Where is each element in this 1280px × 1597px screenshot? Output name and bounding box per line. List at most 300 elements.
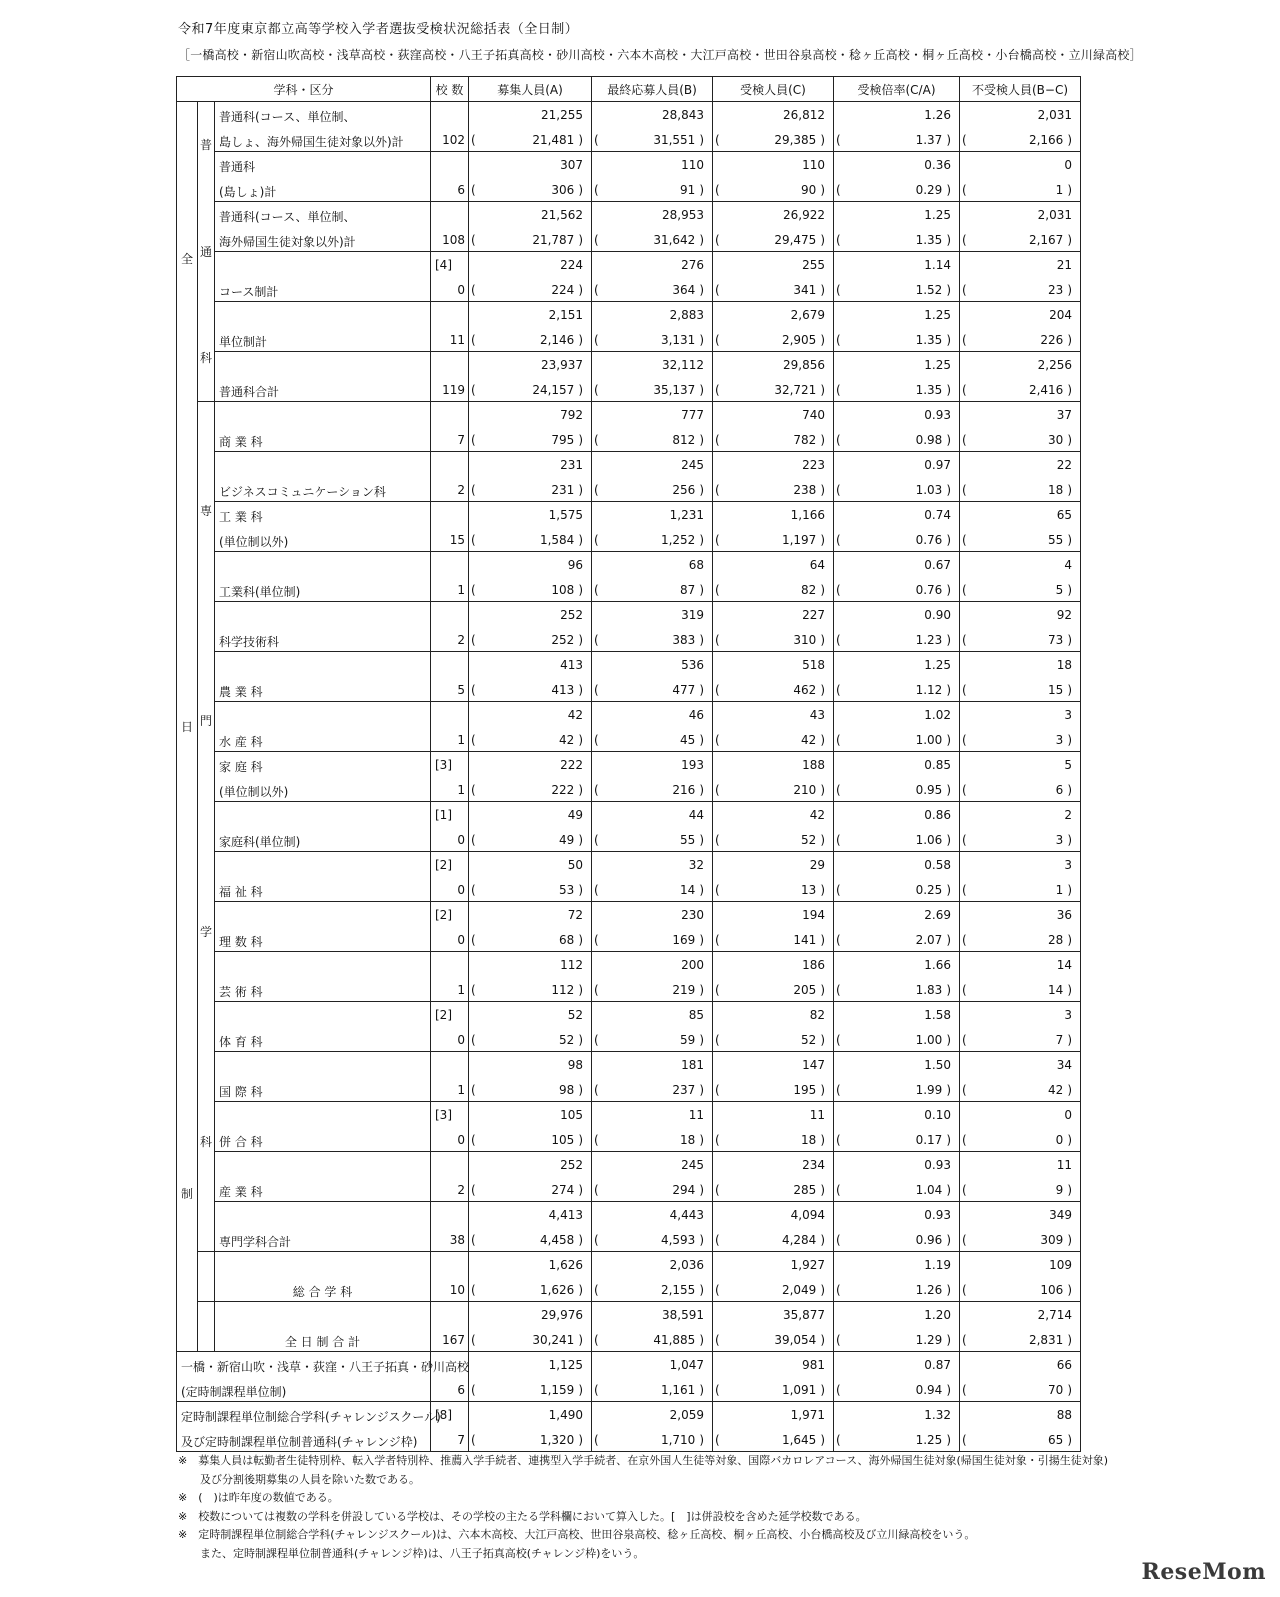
close-paren: ) — [699, 683, 704, 697]
ratio-previous-wrap — [916, 233, 951, 247]
applicants-previous: 1,710 — [660, 1433, 696, 1447]
row-label-line2: 芸 術 科 — [219, 985, 263, 999]
close-paren: ) — [946, 1383, 951, 1397]
close-paren: ) — [578, 983, 583, 997]
school-count: 2 — [457, 483, 465, 497]
close-paren: ) — [820, 383, 825, 397]
examinees-current: 42 — [809, 808, 825, 822]
capacity-previous: 1,159 — [539, 1383, 575, 1397]
absent-previous-wrap — [1040, 1233, 1072, 1247]
examinees-previous-wrap — [793, 633, 825, 647]
ratio-previous: 0.17 — [915, 1133, 943, 1147]
close-paren: ) — [699, 933, 704, 947]
absent-previous-wrap — [1048, 983, 1072, 997]
footnote: ※ 定時制課程単位制総合学科(チャレンジスクール)は、六本木高校、大江戸高校、世田谷泉高校、稔ヶ丘高校、桐ヶ丘高校、小台橋高校及び立川緑高校をいう。 — [178, 1528, 976, 1541]
header-absent: 不受検人員(B−C) — [960, 77, 1081, 102]
close-paren: ) — [699, 883, 704, 897]
capacity-cell — [469, 352, 592, 402]
close-paren: ) — [699, 533, 704, 547]
absent-previous-wrap — [1029, 1333, 1072, 1347]
examinees-current: 26,922 — [783, 208, 825, 222]
open-paren: ( — [594, 983, 599, 997]
absent-current: 3 — [1064, 708, 1072, 722]
absent-previous-wrap — [1040, 1283, 1072, 1297]
open-paren: ( — [471, 133, 476, 147]
examinees-current: 223 — [802, 458, 825, 472]
examinees-current: 188 — [802, 758, 825, 772]
open-paren: ( — [471, 233, 476, 247]
capacity-cell — [469, 102, 592, 152]
ratio-current: 0.97 — [924, 458, 951, 472]
close-paren: ) — [946, 333, 951, 347]
row-label-line1: 普通科(コース、単位制、 — [219, 210, 356, 224]
applicants-previous: 4,593 — [660, 1233, 696, 1247]
capacity-cell — [469, 1252, 592, 1302]
absent-previous-wrap — [1048, 933, 1072, 947]
ratio-previous-wrap — [916, 1383, 951, 1397]
applicants-current: 2,036 — [669, 1258, 704, 1272]
close-paren: ) — [946, 583, 951, 597]
close-paren: ) — [699, 1183, 704, 1197]
side-label-char: 全 — [180, 252, 193, 266]
open-paren: ( — [962, 1233, 967, 1247]
applicants-cell — [592, 852, 713, 902]
examinees-previous: 2,049 — [781, 1283, 817, 1297]
capacity-current: 224 — [560, 258, 583, 272]
close-paren: ) — [1067, 1033, 1072, 1047]
close-paren: ) — [820, 1233, 825, 1247]
row-label-line2: 総 合 学 科 — [292, 1285, 353, 1299]
examinees-previous-wrap — [782, 1233, 825, 1247]
capacity-cell — [469, 952, 592, 1002]
ratio-previous-wrap — [916, 533, 951, 547]
open-paren: ( — [962, 633, 967, 647]
close-paren: ) — [1067, 933, 1072, 947]
open-paren: ( — [471, 883, 476, 897]
ratio-current: 1.58 — [924, 1008, 951, 1022]
school-count: 7 — [457, 1433, 465, 1447]
capacity-current: 1,626 — [548, 1258, 583, 1272]
side-label-zennichisei-text — [177, 102, 197, 1201]
open-paren: ( — [715, 933, 720, 947]
absent-previous-wrap — [1048, 1433, 1072, 1447]
capacity-previous: 42 — [559, 733, 575, 747]
absent-previous: 28 — [1048, 933, 1064, 947]
absent-previous: 0 — [1055, 1133, 1064, 1147]
capacity-previous: 413 — [551, 683, 575, 697]
capacity-previous: 108 — [551, 583, 575, 597]
ratio-cell — [834, 702, 960, 752]
capacity-cell — [469, 852, 592, 902]
capacity-current: 23,937 — [541, 358, 583, 372]
absent-current: 5 — [1064, 758, 1072, 772]
ratio-previous: 1.06 — [915, 833, 943, 847]
capacity-current: 29,976 — [541, 1308, 583, 1322]
close-paren: ) — [578, 733, 583, 747]
close-paren: ) — [1067, 283, 1072, 297]
absent-current: 0 — [1064, 1108, 1072, 1122]
examinees-current: 1,166 — [790, 508, 825, 522]
applicants-previous-wrap — [680, 1133, 704, 1147]
applicants-cell — [592, 152, 713, 202]
summary-table — [176, 76, 1081, 1452]
open-paren: ( — [836, 233, 841, 247]
row-label-line2: (単位制以外) — [219, 785, 289, 799]
applicants-previous-wrap — [680, 583, 704, 597]
row-label-line2: 水 産 科 — [219, 735, 263, 749]
examinees-cell — [713, 852, 834, 902]
close-paren: ) — [578, 583, 583, 597]
capacity-cell — [469, 202, 592, 252]
open-paren: ( — [471, 1283, 476, 1297]
open-paren: ( — [962, 533, 967, 547]
ratio-previous: 1.23 — [915, 633, 943, 647]
ratio-cell — [834, 302, 960, 352]
open-paren: ( — [836, 1383, 841, 1397]
applicants-previous-wrap — [672, 983, 704, 997]
close-paren: ) — [946, 1283, 951, 1297]
row-label — [215, 1052, 431, 1102]
examinees-previous-wrap — [793, 683, 825, 697]
capacity-current: 50 — [567, 858, 583, 872]
capacity-previous: 252 — [551, 633, 575, 647]
footnote: 及び分割後期募集の人員を除いた数である。 — [178, 1472, 420, 1486]
close-paren: ) — [578, 183, 583, 197]
open-paren: ( — [594, 1083, 599, 1097]
ratio-current: 0.90 — [924, 608, 951, 622]
table-row — [177, 902, 1081, 952]
school-count-cell — [431, 402, 469, 452]
applicants-current: 44 — [688, 808, 704, 822]
ratio-current: 0.10 — [924, 1108, 951, 1122]
open-paren: ( — [594, 433, 599, 447]
close-paren: ) — [578, 1433, 583, 1447]
ratio-cell — [834, 552, 960, 602]
table-row — [177, 702, 1081, 752]
header-schools: 校 数 — [431, 77, 469, 102]
blank-cell — [198, 1302, 215, 1352]
ratio-cell — [834, 1202, 960, 1252]
absent-previous: 226 — [1040, 333, 1064, 347]
blank-cell — [198, 1252, 215, 1302]
close-paren: ) — [578, 633, 583, 647]
ratio-previous-wrap — [916, 1183, 951, 1197]
row-label — [215, 1202, 431, 1252]
absent-current: 4 — [1064, 558, 1072, 572]
side-label-zennichisei — [177, 102, 198, 1352]
applicants-cell — [592, 652, 713, 702]
absent-cell — [960, 802, 1081, 852]
open-paren: ( — [594, 283, 599, 297]
open-paren: ( — [962, 1383, 967, 1397]
footnote: また、定時制課程単位制普通科(チャレンジ枠)は、八王子拓真高校(チャレンジ枠)をいう。 — [178, 1546, 645, 1560]
close-paren: ) — [946, 783, 951, 797]
absent-cell — [960, 1302, 1081, 1352]
absent-current: 2,256 — [1037, 358, 1072, 372]
open-paren: ( — [715, 583, 720, 597]
absent-previous-wrap — [1048, 1383, 1072, 1397]
applicants-previous-wrap — [680, 833, 704, 847]
ratio-previous: 0.25 — [915, 883, 943, 897]
examinees-cell — [713, 1052, 834, 1102]
absent-previous-wrap — [1040, 333, 1072, 347]
open-paren: ( — [962, 383, 967, 397]
school-count-cell — [431, 802, 469, 852]
absent-previous: 30 — [1048, 433, 1064, 447]
side-label-senmon — [198, 402, 215, 1252]
footnote: ※ 募集人員は転勤者生徒特別枠、転入学者特別枠、推薦入学手続者、連携型入学手続者、在京外国人生徒等対象、国際バカロレアコース、海外帰国生徒対象(帰国生徒対象・引揚生徒対象) — [178, 1454, 1109, 1467]
table-row — [177, 252, 1081, 302]
row-label — [215, 452, 431, 502]
capacity-cell — [469, 652, 592, 702]
table-row — [177, 102, 1081, 152]
applicants-current: 536 — [681, 658, 704, 672]
close-paren: ) — [699, 333, 704, 347]
open-paren: ( — [836, 1433, 841, 1447]
ratio-current: 1.26 — [924, 108, 951, 122]
applicants-current: 32 — [688, 858, 704, 872]
open-paren: ( — [836, 1333, 841, 1347]
examinees-previous-wrap — [801, 1033, 825, 1047]
capacity-previous-wrap — [551, 583, 583, 597]
row-label — [215, 802, 431, 852]
ratio-previous-wrap — [916, 133, 951, 147]
close-paren: ) — [820, 1433, 825, 1447]
row-label — [215, 752, 431, 802]
footnote: ※ ( )は昨年度の数値である。 — [178, 1491, 339, 1504]
applicants-previous: 55 — [680, 833, 696, 847]
applicants-previous-wrap — [661, 533, 704, 547]
ratio-cell — [834, 102, 960, 152]
capacity-previous-wrap — [532, 383, 583, 397]
close-paren: ) — [820, 733, 825, 747]
school-count: 119 — [442, 383, 465, 397]
close-paren: ) — [1067, 133, 1072, 147]
open-paren: ( — [962, 1333, 967, 1347]
school-count: 108 — [442, 233, 465, 247]
ratio-previous-wrap — [916, 433, 951, 447]
close-paren: ) — [820, 683, 825, 697]
capacity-current: 2,151 — [548, 308, 583, 322]
capacity-previous-wrap — [551, 283, 583, 297]
close-paren: ) — [820, 1183, 825, 1197]
applicants-previous: 41,885 — [653, 1333, 696, 1347]
applicants-previous-wrap — [653, 383, 704, 397]
close-paren: ) — [820, 433, 825, 447]
examinees-previous-wrap — [801, 183, 825, 197]
school-count: 1 — [457, 733, 465, 747]
examinees-previous-wrap — [782, 1383, 825, 1397]
open-paren: ( — [715, 283, 720, 297]
examinees-current: 740 — [802, 408, 825, 422]
applicants-current: 68 — [688, 558, 704, 572]
ratio-previous: 1.99 — [915, 1083, 943, 1097]
row-label-line2: ビジネスコミュニケーション科 — [219, 485, 386, 499]
open-paren: ( — [836, 933, 841, 947]
open-paren: ( — [471, 383, 476, 397]
applicants-current: 276 — [681, 258, 704, 272]
examinees-cell — [713, 1202, 834, 1252]
school-count: 1 — [457, 1083, 465, 1097]
school-count-cell — [431, 1152, 469, 1202]
close-paren: ) — [820, 283, 825, 297]
row-label — [215, 902, 431, 952]
examinees-previous-wrap — [793, 433, 825, 447]
row-label-line2: 国 際 科 — [219, 1085, 263, 1099]
ratio-cell — [834, 152, 960, 202]
examinees-previous: 52 — [801, 1033, 817, 1047]
close-paren: ) — [699, 1233, 704, 1247]
school-count: 1 — [457, 983, 465, 997]
absent-previous: 5 — [1055, 583, 1064, 597]
open-paren: ( — [594, 583, 599, 597]
applicants-cell — [592, 1252, 713, 1302]
applicants-previous: 3,131 — [660, 333, 696, 347]
ratio-current: 1.50 — [924, 1058, 951, 1072]
capacity-previous-wrap — [532, 1333, 583, 1347]
row-label-line2: 専門学科合計 — [219, 1235, 292, 1249]
open-paren: ( — [836, 483, 841, 497]
ratio-cell — [834, 202, 960, 252]
school-count-cell — [431, 202, 469, 252]
close-paren: ) — [578, 233, 583, 247]
applicants-cell — [592, 1102, 713, 1152]
ratio-previous-wrap — [916, 333, 951, 347]
capacity-previous: 98 — [559, 1083, 575, 1097]
examinees-cell — [713, 252, 834, 302]
capacity-previous-wrap — [551, 683, 583, 697]
ratio-cell — [834, 902, 960, 952]
absent-cell — [960, 502, 1081, 552]
ratio-current: 0.93 — [924, 1158, 951, 1172]
table-row — [177, 202, 1081, 252]
absent-current: 22 — [1056, 458, 1072, 472]
absent-previous-wrap — [1048, 633, 1072, 647]
absent-previous: 7 — [1055, 1033, 1064, 1047]
table-row — [177, 1402, 1081, 1452]
examinees-cell — [713, 202, 834, 252]
open-paren: ( — [471, 933, 476, 947]
examinees-previous: 462 — [793, 683, 817, 697]
applicants-cell — [592, 952, 713, 1002]
close-paren: ) — [1067, 383, 1072, 397]
open-paren: ( — [715, 783, 720, 797]
applicants-previous: 45 — [680, 733, 696, 747]
side-label-char: 科 — [199, 351, 212, 365]
applicants-previous-wrap — [653, 1333, 704, 1347]
open-paren: ( — [715, 1183, 720, 1197]
examinees-previous-wrap — [793, 783, 825, 797]
capacity-current: 252 — [560, 1158, 583, 1172]
open-paren: ( — [715, 1133, 720, 1147]
close-paren: ) — [699, 433, 704, 447]
school-count: 167 — [442, 1333, 465, 1347]
table-row — [177, 1202, 1081, 1252]
examinees-current: 35,877 — [783, 1308, 825, 1322]
table-header-row — [177, 77, 1081, 102]
open-paren: ( — [471, 733, 476, 747]
capacity-previous-wrap — [551, 1183, 583, 1197]
school-count: 0 — [457, 933, 465, 947]
capacity-current: 231 — [560, 458, 583, 472]
absent-current: 14 — [1056, 958, 1072, 972]
examinees-current: 194 — [802, 908, 825, 922]
close-paren: ) — [946, 933, 951, 947]
applicants-cell — [592, 802, 713, 852]
capacity-previous-wrap — [540, 533, 583, 547]
row-label — [215, 1102, 431, 1152]
close-paren: ) — [578, 1233, 583, 1247]
absent-previous-wrap — [1029, 233, 1072, 247]
close-paren: ) — [820, 533, 825, 547]
open-paren: ( — [836, 733, 841, 747]
capacity-current: 21,255 — [541, 108, 583, 122]
examinees-previous: 2,905 — [781, 333, 817, 347]
table-row — [177, 502, 1081, 552]
open-paren: ( — [594, 1183, 599, 1197]
examinees-current: 82 — [809, 1008, 825, 1022]
examinees-previous: 285 — [793, 1183, 817, 1197]
ratio-cell — [834, 602, 960, 652]
examinees-cell — [713, 752, 834, 802]
header-applicants: 最終応募人員(B) — [592, 77, 713, 102]
ratio-previous-wrap — [916, 383, 951, 397]
open-paren: ( — [471, 683, 476, 697]
absent-previous: 70 — [1048, 1383, 1064, 1397]
capacity-previous-wrap — [540, 1383, 583, 1397]
ratio-cell — [834, 1252, 960, 1302]
capacity-current: 1,575 — [548, 508, 583, 522]
absent-current: 92 — [1056, 608, 1072, 622]
open-paren: ( — [594, 1283, 599, 1297]
applicants-previous: 219 — [672, 983, 696, 997]
open-paren: ( — [715, 1333, 720, 1347]
applicants-previous-wrap — [661, 1433, 704, 1447]
examinees-current: 186 — [802, 958, 825, 972]
row-label — [215, 102, 431, 152]
close-paren: ) — [946, 1183, 951, 1197]
ratio-previous-wrap — [916, 933, 951, 947]
close-paren: ) — [578, 933, 583, 947]
examinees-cell — [713, 352, 834, 402]
close-paren: ) — [699, 1333, 704, 1347]
examinees-previous: 238 — [793, 483, 817, 497]
examinees-current: 518 — [802, 658, 825, 672]
school-count-cell — [431, 602, 469, 652]
examinees-previous-wrap — [793, 1083, 825, 1097]
open-paren: ( — [471, 1383, 476, 1397]
close-paren: ) — [946, 1233, 951, 1247]
capacity-current: 252 — [560, 608, 583, 622]
absent-previous: 3 — [1055, 833, 1064, 847]
capacity-cell — [469, 1102, 592, 1152]
close-paren: ) — [1067, 1383, 1072, 1397]
absent-cell — [960, 602, 1081, 652]
applicants-cell — [592, 902, 713, 952]
applicants-cell — [592, 1302, 713, 1352]
open-paren: ( — [594, 333, 599, 347]
applicants-cell — [592, 1002, 713, 1052]
ratio-cell — [834, 1352, 960, 1402]
examinees-previous: 210 — [793, 783, 817, 797]
capacity-cell — [469, 1052, 592, 1102]
absent-cell — [960, 1102, 1081, 1152]
open-paren: ( — [594, 783, 599, 797]
row-label-line2: コース制計 — [219, 285, 279, 299]
close-paren: ) — [578, 1333, 583, 1347]
ratio-previous-wrap — [916, 1083, 951, 1097]
open-paren: ( — [715, 833, 720, 847]
